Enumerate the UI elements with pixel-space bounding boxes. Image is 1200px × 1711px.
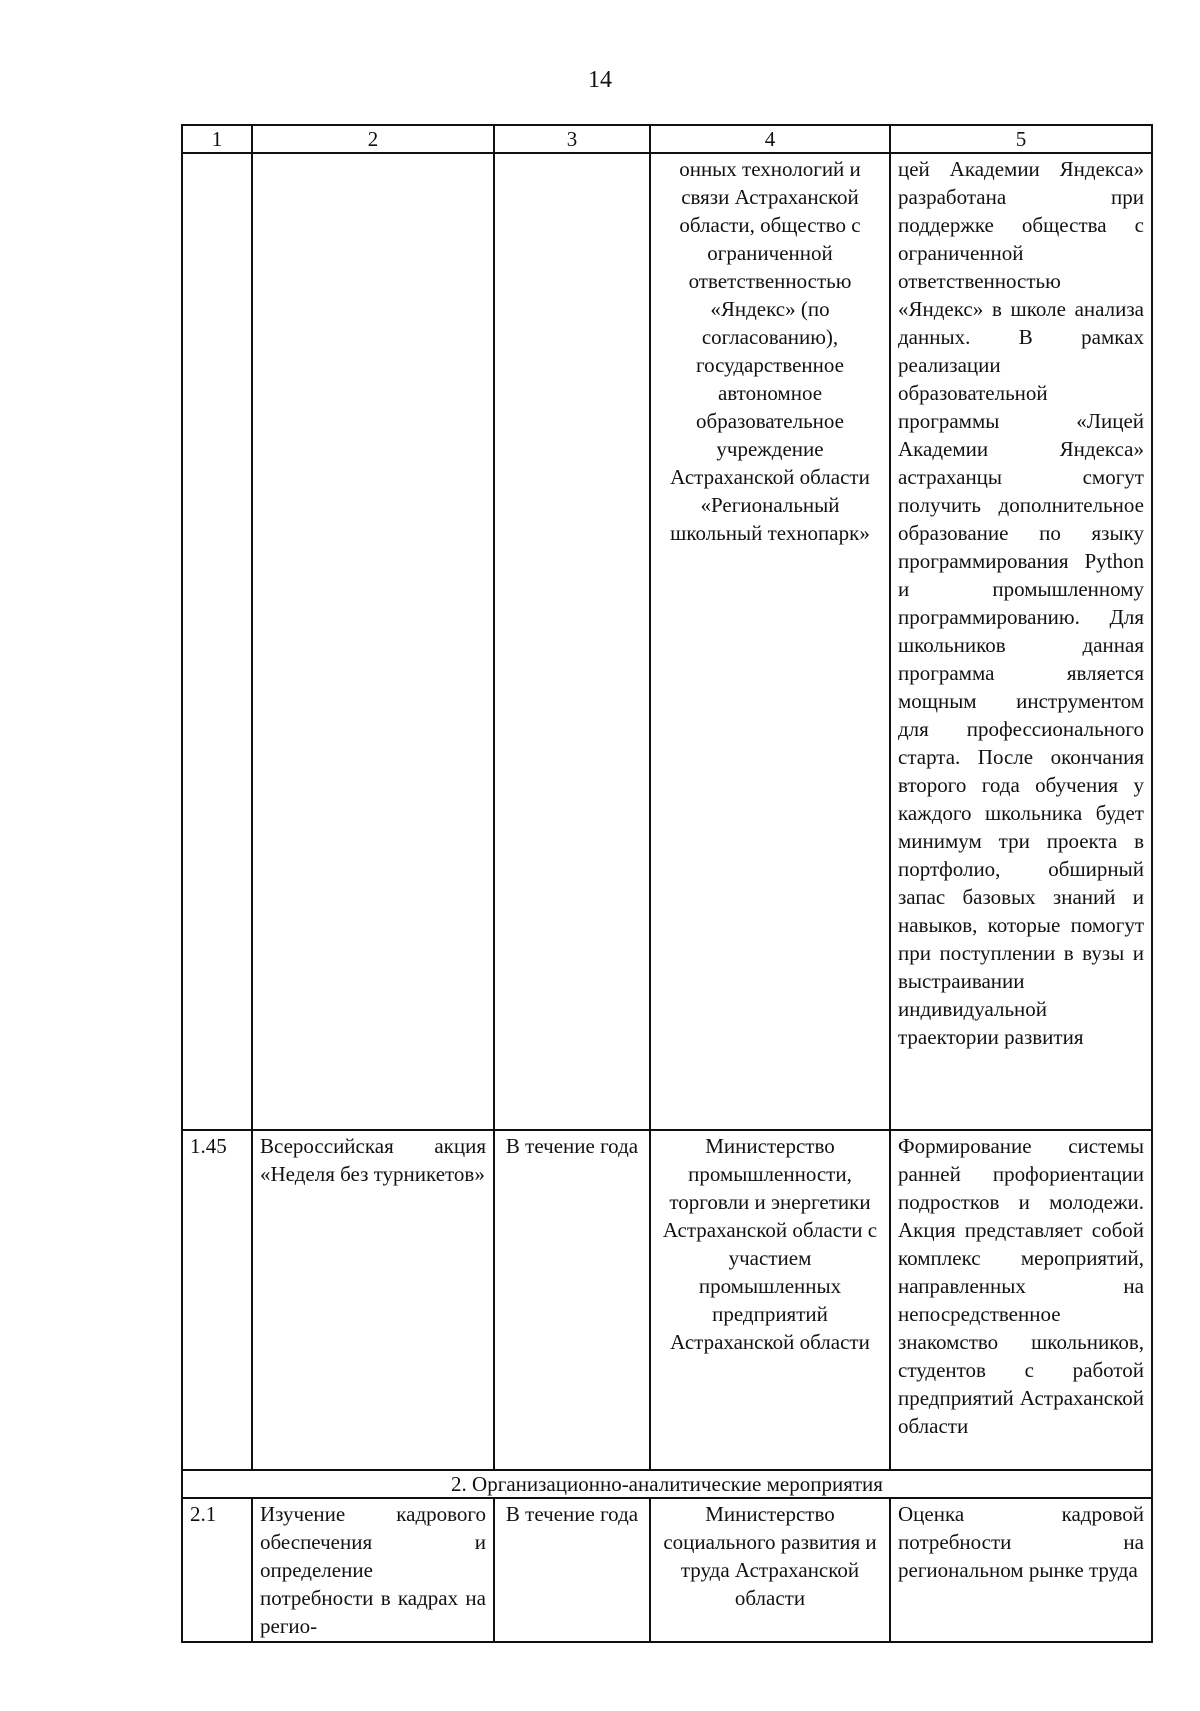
cell-responsible: онных технологий и связи Астраханской области, общество с ограниченной ответственностью «Яндекс» (по согласованию), государственное автономное образовательное учреждение Астраханской области «Региональный школьный технопарк» bbox=[650, 153, 890, 1130]
table-header-row bbox=[182, 125, 1152, 153]
cell-responsible: Министерство социального развития и труда Астраханской области bbox=[650, 1498, 890, 1642]
section-row bbox=[182, 1470, 1152, 1498]
cell-result: Формирование системы ранней профориентации подростков и молодежи. Акция представляет собой комплекс мероприятий, направленных на непосредственное знакомство школьников, студентов с работой предприятий Астраханской области bbox=[890, 1130, 1152, 1470]
events-table bbox=[181, 124, 1153, 1643]
cell-period: В течение года bbox=[494, 1498, 650, 1642]
page-number: 14 bbox=[588, 67, 612, 93]
cell-period: В течение года bbox=[494, 1130, 650, 1470]
cell-result: Оценка кадровой потребности на региональном рынке труда bbox=[890, 1498, 1152, 1642]
cell-num: 1.45 bbox=[182, 1130, 252, 1470]
header-col-2: 2 bbox=[252, 125, 494, 153]
header-col-5: 5 bbox=[890, 125, 1152, 153]
cell-event bbox=[252, 153, 494, 1130]
header-col-4: 4 bbox=[650, 125, 890, 153]
header-col-3: 3 bbox=[494, 125, 650, 153]
section-title: 2. Организационно-аналитические мероприятия bbox=[182, 1470, 1152, 1498]
cell-result: цей Академии Яндекса» разработана при поддержке общества с ограниченной ответственностью «Яндекс» в школе анализа данных. В рамках реализации образовательной программы «Лицей Академии Яндекса» астраханцы смогут получить дополнительное образование по языку программирования Python и промышленному программированию. Для школьников данная программа является мощным инструментом для профессионального старта. После окончания второго года обучения у каждого школьника будет минимум три проекта в портфолио, обширный запас базовых знаний и навыков, которые помогут при поступлении в вузы и выстраивании индивидуальной траектории развития bbox=[890, 153, 1152, 1130]
cell-event: Изучение кадрового обеспечения и определение потребности в кадрах на регио- bbox=[252, 1498, 494, 1642]
cell-num bbox=[182, 153, 252, 1130]
cell-responsible: Министерство промышленности, торговли и энергетики Астраханской области с участием промышленных предприятий Астраханской области bbox=[650, 1130, 890, 1470]
table-row bbox=[182, 153, 1152, 1130]
cell-event: Всероссийская акция «Неделя без турникетов» bbox=[252, 1130, 494, 1470]
cell-num: 2.1 bbox=[182, 1498, 252, 1642]
cell-period bbox=[494, 153, 650, 1130]
header-col-1: 1 bbox=[182, 125, 252, 153]
table-row bbox=[182, 1498, 1152, 1642]
table-row bbox=[182, 1130, 1152, 1470]
